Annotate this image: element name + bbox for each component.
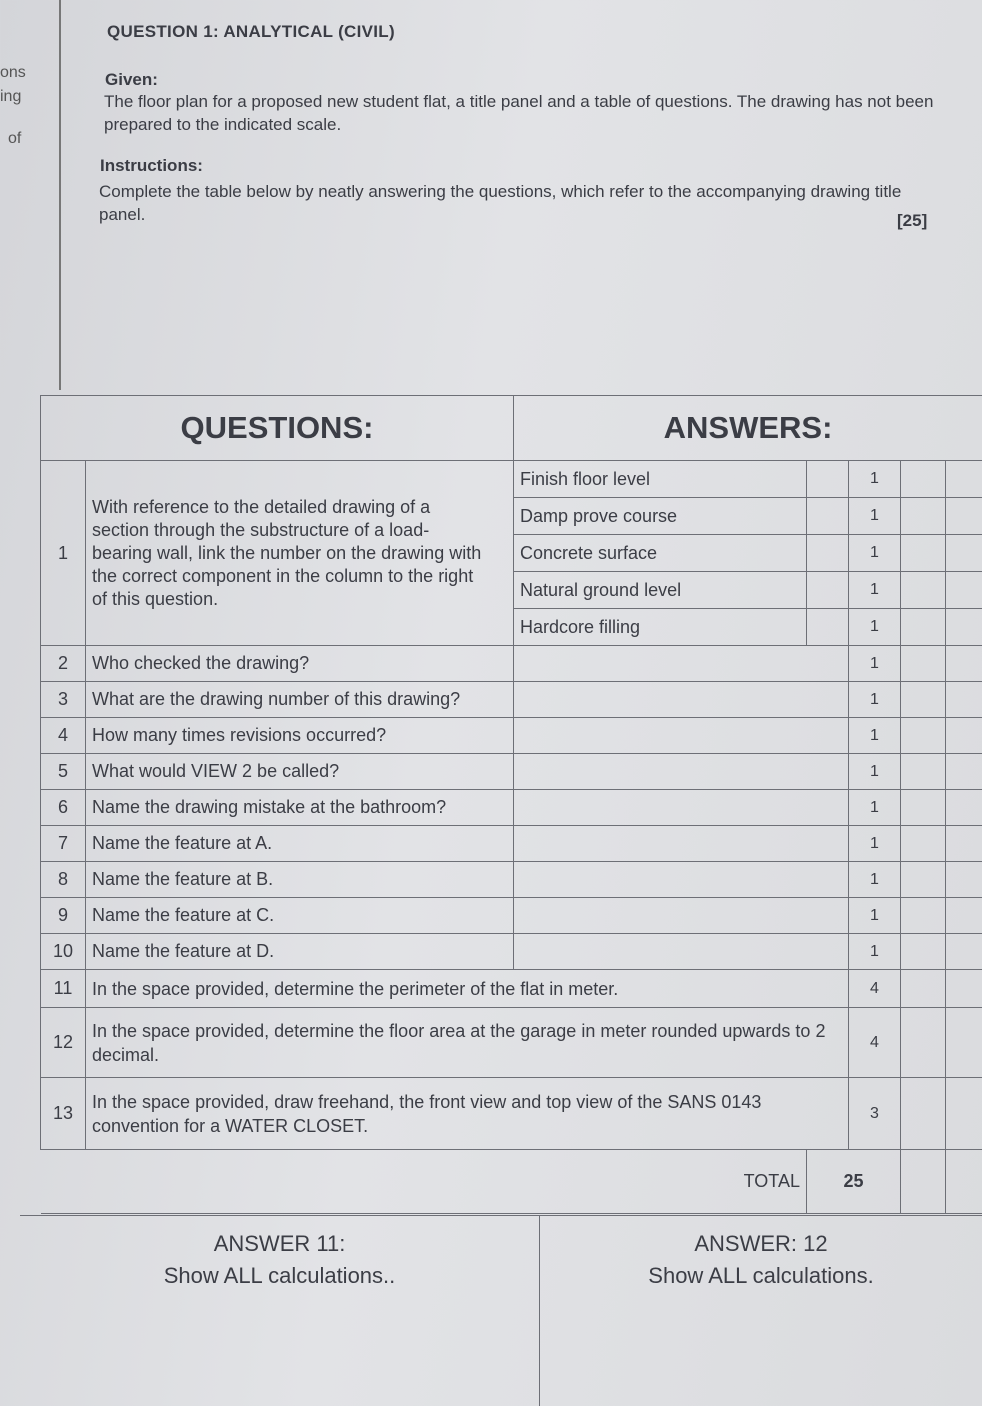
table-row [41,718,982,754]
table-row [41,754,982,790]
component-label: Finish floor level [514,461,807,498]
table-row [41,898,982,934]
question-text: Name the feature at B. [86,862,514,898]
score-cell[interactable] [901,934,946,970]
score-cell[interactable] [946,718,982,754]
question-text: Name the feature at C. [86,898,514,934]
question-text: What would VIEW 2 be called? [86,754,514,790]
answer-box-subtitle: Show ALL calculations.. [163,1263,396,1288]
given-label: Given: [105,70,158,89]
score-cell[interactable] [901,461,946,498]
marks-cell: 4 [849,1008,901,1078]
answer-cell[interactable] [514,862,849,898]
table-row [41,970,982,1008]
question-number: 12 [41,1008,86,1078]
answer-cell[interactable] [514,718,849,754]
table-row [41,790,982,826]
question-text: Who checked the drawing? [86,646,514,682]
answer-cell[interactable] [514,754,849,790]
score-cell[interactable] [901,535,946,572]
answer-12-box[interactable] [540,1215,982,1406]
question-number: 4 [41,718,86,754]
question-number: 13 [41,1078,86,1150]
question-text: In the space provided, determine the floor area at the garage in meter rounded upwards to 2 decimal. [86,1008,849,1078]
score-cell[interactable] [946,461,982,498]
score-cell[interactable] [946,1150,982,1214]
score-cell[interactable] [946,934,982,970]
marks-cell: 1 [849,718,901,754]
question-number: 3 [41,682,86,718]
score-cell[interactable] [901,790,946,826]
question-text: In the space provided, determine the perimeter of the flat in meter. [86,970,849,1008]
score-cell[interactable] [901,1008,946,1078]
questions-header: QUESTIONS: [41,396,514,461]
component-label: Natural ground level [514,572,807,609]
score-cell[interactable] [946,572,982,609]
component-label: Concrete surface [514,535,807,572]
marks-cell: 1 [849,790,901,826]
given-text: The floor plan for a proposed new student flat, a title panel and a table of questions. The drawing has not been prepared to the indicated scale. [104,92,934,134]
question-text: With reference to the detailed drawing of a section through the substructure of a load-bearing wall, link the number on the drawing with the correct component in the column to the right of this question. [86,461,514,646]
score-cell[interactable] [946,970,982,1008]
score-cell[interactable] [901,718,946,754]
question-number: 9 [41,898,86,934]
answer-cell[interactable] [514,898,849,934]
marks-cell: 1 [849,862,901,898]
marks-cell: 1 [849,572,901,609]
score-cell[interactable] [901,754,946,790]
score-cell[interactable] [901,898,946,934]
question-number: 6 [41,790,86,826]
question-text: Name the feature at A. [86,826,514,862]
question-number: 7 [41,826,86,862]
marks-cell: 4 [849,970,901,1008]
total-value: 25 [807,1150,901,1214]
table-row [41,862,982,898]
score-cell[interactable] [901,609,946,646]
question-text: In the space provided, draw freehand, the front view and top view of the SANS 0143 convention for a WATER CLOSET. [86,1078,849,1150]
marks-cell: 1 [849,754,901,790]
score-cell[interactable] [946,1078,982,1150]
marks-cell: 3 [849,1078,901,1150]
score-cell[interactable] [946,682,982,718]
marks-cell: 1 [849,461,901,498]
score-cell[interactable] [901,646,946,682]
score-cell[interactable] [901,862,946,898]
question-number: 8 [41,862,86,898]
score-cell[interactable] [901,498,946,535]
instructions-label: Instructions: [100,156,203,175]
score-cell[interactable] [901,682,946,718]
marks-cell: 1 [849,826,901,862]
question-text: Name the feature at D. [86,934,514,970]
score-cell[interactable] [901,572,946,609]
margin-fragment: ing [0,88,22,105]
marks-cell: 1 [849,898,901,934]
answer-box-title: ANSWER 11: [213,1231,346,1256]
total-marks: [25] [897,211,928,230]
component-answer-cell[interactable] [807,535,849,572]
margin-fragment: ons [0,64,26,81]
component-label: Hardcore filling [514,609,807,646]
answer-cell[interactable] [514,790,849,826]
table-row [41,1008,982,1078]
component-answer-cell[interactable] [807,572,849,609]
question-number: 10 [41,934,86,970]
answer-box-title: ANSWER: 12 [694,1231,828,1256]
question-text: What are the drawing number of this drawing? [86,682,514,718]
component-label: Damp prove course [514,498,807,535]
table-row [41,646,982,682]
score-cell[interactable] [901,1078,946,1150]
answer-cell[interactable] [514,934,849,970]
instructions-text: Complete the table below by neatly answering the questions, which refer to the accompanying drawing title panel. [99,182,902,224]
question-number: 5 [41,754,86,790]
score-cell[interactable] [946,498,982,535]
question-number: 2 [41,646,86,682]
marks-cell: 1 [849,498,901,535]
answers-header: ANSWERS: [514,396,982,461]
question-text: Name the drawing mistake at the bathroom? [86,790,514,826]
margin-fragment: of [8,130,22,147]
questions-table [40,395,982,1214]
table-row [41,826,982,862]
score-cell[interactable] [901,1150,946,1214]
page-title: QUESTION 1: ANALYTICAL (CIVIL) [107,22,395,41]
score-cell[interactable] [946,1008,982,1078]
table-row [41,682,982,718]
score-cell[interactable] [946,790,982,826]
marks-cell: 1 [849,646,901,682]
question-number: 11 [41,970,86,1008]
answer-11-box[interactable] [20,1215,540,1406]
total-label: TOTAL [41,1150,807,1214]
table-row [41,1078,982,1150]
marks-cell: 1 [849,609,901,646]
marks-cell: 1 [849,934,901,970]
marks-cell: 1 [849,682,901,718]
answer-cell[interactable] [514,682,849,718]
component-answer-cell[interactable] [807,461,849,498]
score-cell[interactable] [946,898,982,934]
score-cell[interactable] [946,826,982,862]
page-edge [59,0,61,390]
answer-box-subtitle: Show ALL calculations. [648,1263,874,1288]
question-text: How many times revisions occurred? [86,718,514,754]
score-cell[interactable] [946,862,982,898]
question-number: 1 [41,461,86,646]
score-cell[interactable] [946,646,982,682]
marks-cell: 1 [849,535,901,572]
table-row [41,934,982,970]
score-cell[interactable] [901,970,946,1008]
score-cell[interactable] [946,609,982,646]
component-answer-cell[interactable] [807,609,849,646]
score-cell[interactable] [946,754,982,790]
component-answer-cell[interactable] [807,498,849,535]
score-cell[interactable] [946,535,982,572]
score-cell[interactable] [901,826,946,862]
answer-cell[interactable] [514,826,849,862]
answer-cell[interactable] [514,646,849,682]
